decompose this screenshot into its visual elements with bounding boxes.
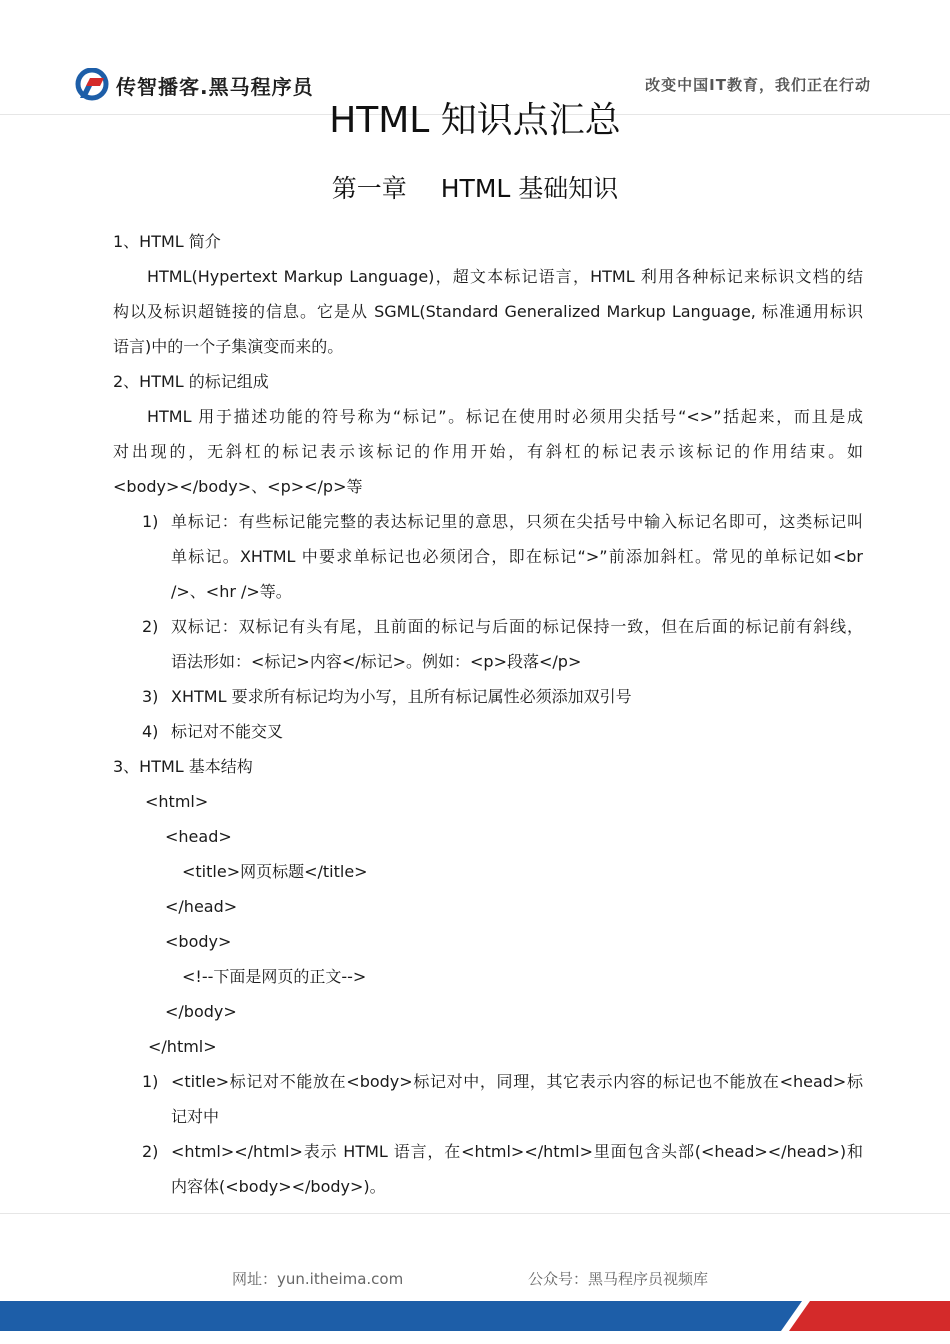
list-number: 3) bbox=[142, 687, 159, 706]
list-item bbox=[113, 679, 863, 714]
paragraph-line: 构以及标识超链接的信息。它是从 SGML(Standard Generalized Markup Language, 标准通用标识 bbox=[113, 302, 863, 321]
footer-wechat-account: 公众号：黑马程序员视频库 bbox=[528, 1270, 709, 1288]
footer-accent-bar bbox=[788, 1301, 950, 1331]
list-item bbox=[113, 714, 863, 749]
header-slogan: 改变中国IT教育，我们正在行动 bbox=[645, 76, 871, 94]
chapter-name: HTML 基础知识 bbox=[440, 174, 619, 203]
document-title: HTML 知识点汇总 bbox=[329, 100, 621, 141]
code-line: <html> bbox=[145, 792, 209, 811]
section-heading: 1、HTML 简介 bbox=[113, 232, 221, 251]
footer-website: 网址：yun.itheima.com bbox=[232, 1270, 404, 1288]
list-text: <title>标记对不能放在<body>标记对中，同理，其它表示内容的标记也不能放在<head>标 bbox=[171, 1072, 863, 1091]
list-text: 单标记：有些标记能完整的表达标记里的意思，只须在尖括号中输入标记名即可，这类标记叫 bbox=[171, 512, 863, 531]
list-item bbox=[113, 1134, 863, 1169]
list-number: 2) bbox=[142, 1142, 159, 1161]
paragraph-line: <body></body>、<p></p>等 bbox=[113, 477, 363, 496]
code-line: <head> bbox=[165, 827, 232, 846]
list-number: 1) bbox=[142, 512, 159, 531]
list-item bbox=[113, 609, 863, 644]
list-text-continued: 记对中 bbox=[171, 1107, 220, 1126]
list-text-continued: 语法形如：<标记>内容</标记>。例如：<p>段落</p> bbox=[171, 652, 582, 671]
chapter-heading bbox=[0, 169, 950, 205]
code-line: </head> bbox=[165, 897, 238, 916]
list-text: XHTML 要求所有标记均为小写，且所有标记属性必须添加双引号 bbox=[171, 687, 632, 706]
footer-divider bbox=[0, 1213, 950, 1214]
code-line: <body> bbox=[165, 932, 232, 951]
list-number: 4) bbox=[142, 722, 159, 741]
list-text: 双标记：双标记有头有尾，且前面的标记与后面的标记保持一致，但在后面的标记前有斜线， bbox=[171, 617, 863, 636]
document-body bbox=[113, 224, 863, 1204]
paragraph-line: 语言)中的一个子集演变而来的。 bbox=[113, 337, 344, 356]
code-line: <title>网页标题</title> bbox=[182, 862, 368, 881]
paragraph-line: HTML 用于描述功能的符号称为“标记”。标记在使用时必须用尖括号“<>”括起来，而且是成 bbox=[147, 407, 863, 426]
brand-name: 传智播客.黑马程序员 bbox=[116, 74, 314, 99]
code-line: </html> bbox=[148, 1037, 217, 1056]
section-heading: 3、HTML 基本结构 bbox=[113, 757, 253, 776]
list-number: 2) bbox=[142, 617, 159, 636]
list-text: <html></html>表示 HTML 语言，在<html></html>里面包含头部(<head></head>)和 bbox=[171, 1142, 863, 1161]
code-line: <!--下面是网页的正文--> bbox=[182, 967, 367, 986]
paragraph-line: 对出现的，无斜杠的标记表示该标记的作用开始，有斜杠的标记表示该标记的作用结束。如 bbox=[113, 442, 863, 461]
list-number: 1) bbox=[142, 1072, 159, 1091]
paragraph-line: HTML(Hypertext Markup Language)，超文本标记语言，HTML 利用各种标记来标识文档的结 bbox=[147, 267, 863, 286]
list-text-continued: />、<hr />等。 bbox=[171, 582, 292, 601]
list-text: 标记对不能交叉 bbox=[171, 722, 284, 741]
list-item bbox=[113, 1064, 863, 1099]
list-text-continued: 内容体(<body></body>)。 bbox=[171, 1177, 386, 1196]
list-text-continued: 单标记。XHTML 中要求单标记也必须闭合，即在标记“>”前添加斜杠。常见的单标记如<br bbox=[171, 547, 863, 566]
code-line: </body> bbox=[165, 1002, 237, 1021]
chapter-label: 第一章 bbox=[331, 174, 407, 203]
list-item bbox=[113, 504, 863, 539]
section-heading: 2、HTML 的标记组成 bbox=[113, 372, 269, 391]
